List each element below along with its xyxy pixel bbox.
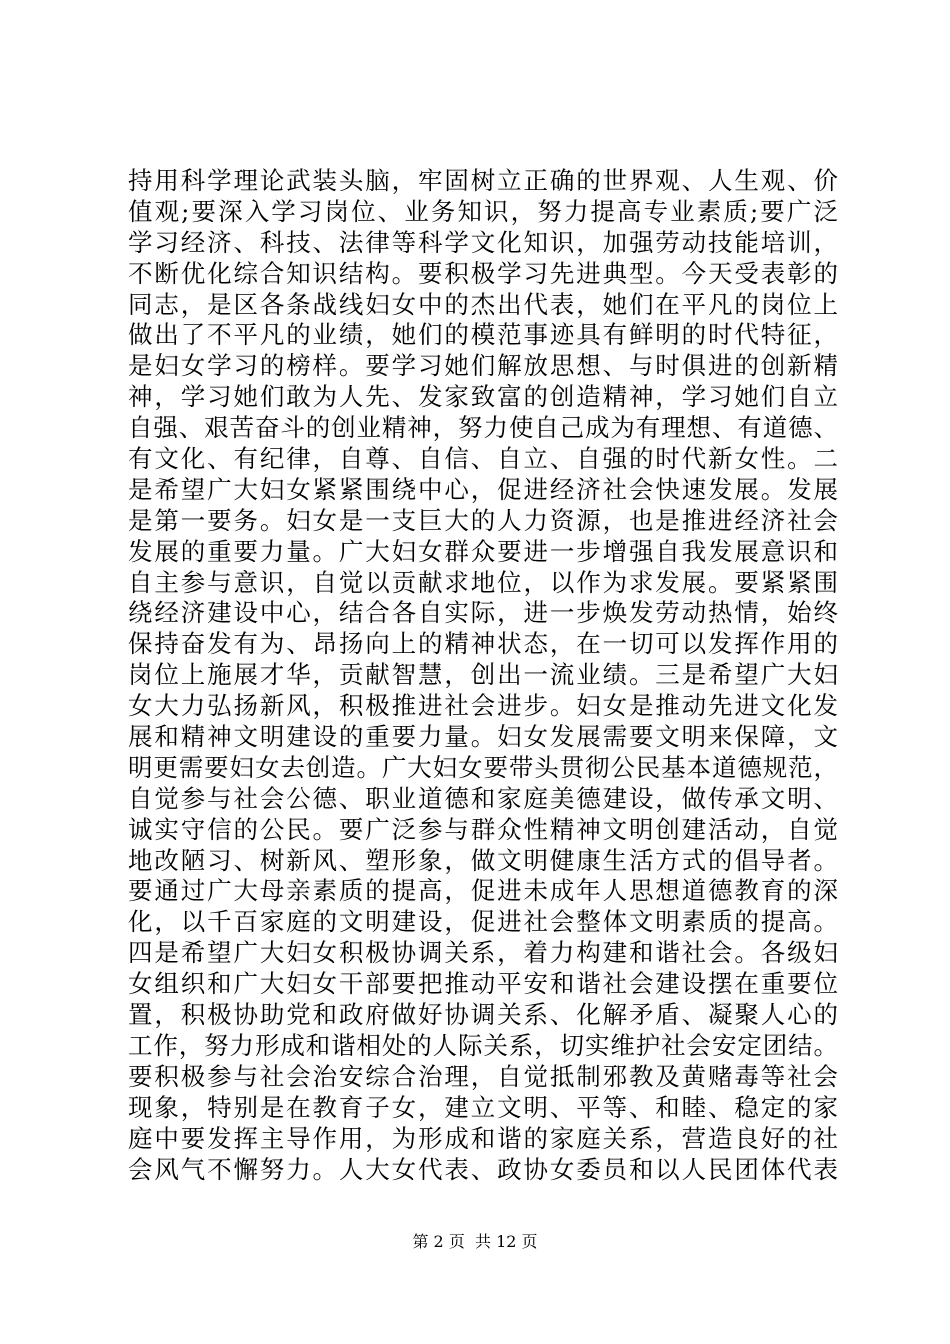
text-line: 岗位上施展才华，贡献智慧，创出一流业绩。三是希望广大妇 — [128, 660, 838, 690]
text-line: 要积极参与社会治安综合治理，自觉抵制邪教及黄赌毒等社会 — [128, 1061, 838, 1091]
text-line: 绕经济建设中心，结合各自实际，进一步焕发劳动热情，始终 — [128, 598, 838, 628]
text-line: 女大力弘扬新风，积极推进社会进步。妇女是推动先进文化发 — [128, 691, 838, 721]
text-line: 有文化、有纪律，自尊、自信、自立、自强的时代新女性。二 — [128, 444, 838, 474]
text-line: 四是希望广大妇女积极协调关系，着力构建和谐社会。各级妇 — [128, 938, 838, 968]
text-line: 化，以千百家庭的文明建设，促进社会整体文明素质的提高。 — [128, 907, 838, 937]
text-line: 展和精神文明建设的重要力量。妇女发展需要文明来保障，文 — [128, 722, 838, 752]
text-line: 置，积极协助党和政府做好协调关系、化解矛盾、凝聚人心的 — [128, 1000, 838, 1030]
text-line: 要通过广大母亲素质的提高，促进未成年人思想道德教育的深 — [128, 876, 838, 906]
text-line: 庭中要发挥主导作用，为形成和谐的家庭关系，营造良好的社 — [128, 1123, 838, 1153]
text-line: 明更需要妇女去创造。广大妇女要带头贯彻公民基本道德规范， — [128, 752, 838, 782]
text-line: 做出了不平凡的业绩，她们的模范事迹具有鲜明的时代特征， — [128, 320, 838, 350]
text-line: 学习经济、科技、法律等科学文化知识，加强劳动技能培训， — [128, 227, 838, 257]
text-line: 诚实守信的公民。要广泛参与群众性精神文明创建活动，自觉 — [128, 814, 838, 844]
text-line: 现象，特别是在教育子女，建立文明、平等、和睦、稳定的家 — [128, 1092, 838, 1122]
text-line: 自主参与意识，自觉以贡献求地位，以作为求发展。要紧紧围 — [128, 567, 838, 597]
text-line: 自强、艰苦奋斗的创业精神，努力使自己成为有理想、有道德、 — [128, 413, 838, 443]
text-line: 发展的重要力量。广大妇女群众要进一步增强自我发展意识和 — [128, 536, 838, 566]
text-line: 地改陋习、树新风、塑形象，做文明健康生活方式的倡导者。 — [128, 845, 838, 875]
text-line: 会风气不懈努力。人大女代表、政协女委员和以人民团体代表 — [128, 1154, 838, 1184]
text-line: 是第一要务。妇女是一支巨大的人力资源，也是推进经济社会 — [128, 505, 838, 535]
text-line: 是妇女学习的榜样。要学习她们解放思想、与时俱进的创新精 — [128, 351, 838, 381]
text-line: 保持奋发有为、昂扬向上的精神状态，在一切可以发挥作用的 — [128, 629, 838, 659]
text-line: 自觉参与社会公德、职业道德和家庭美德建设，做传承文明、 — [128, 783, 838, 813]
page-number-label: 第 2 页 共 12 页 — [412, 1232, 538, 1251]
page-footer — [0, 1232, 950, 1252]
text-line: 持用科学理论武装头脑，牢固树立正确的世界观、人生观、价 — [128, 166, 838, 195]
text-line: 不断优化综合知识结构。要积极学习先进典型。今天受表彰的 — [128, 258, 838, 288]
text-line: 同志，是区各条战线妇女中的杰出代表，她们在平凡的岗位上 — [128, 289, 838, 319]
text-line: 神，学习她们敢为人先、发家致富的创造精神，学习她们自立 — [128, 382, 838, 412]
text-line: 女组织和广大妇女干部要把推动平安和谐社会建设摆在重要位 — [128, 969, 838, 999]
text-line: 值观;要深入学习岗位、业务知识，努力提高专业素质;要广泛 — [128, 196, 838, 226]
body-text — [128, 166, 838, 1185]
text-line: 是希望广大妇女紧紧围绕中心，促进经济社会快速发展。发展 — [128, 474, 838, 504]
text-line: 工作，努力形成和谐相处的人际关系，切实维护社会安定团结。 — [128, 1030, 838, 1060]
